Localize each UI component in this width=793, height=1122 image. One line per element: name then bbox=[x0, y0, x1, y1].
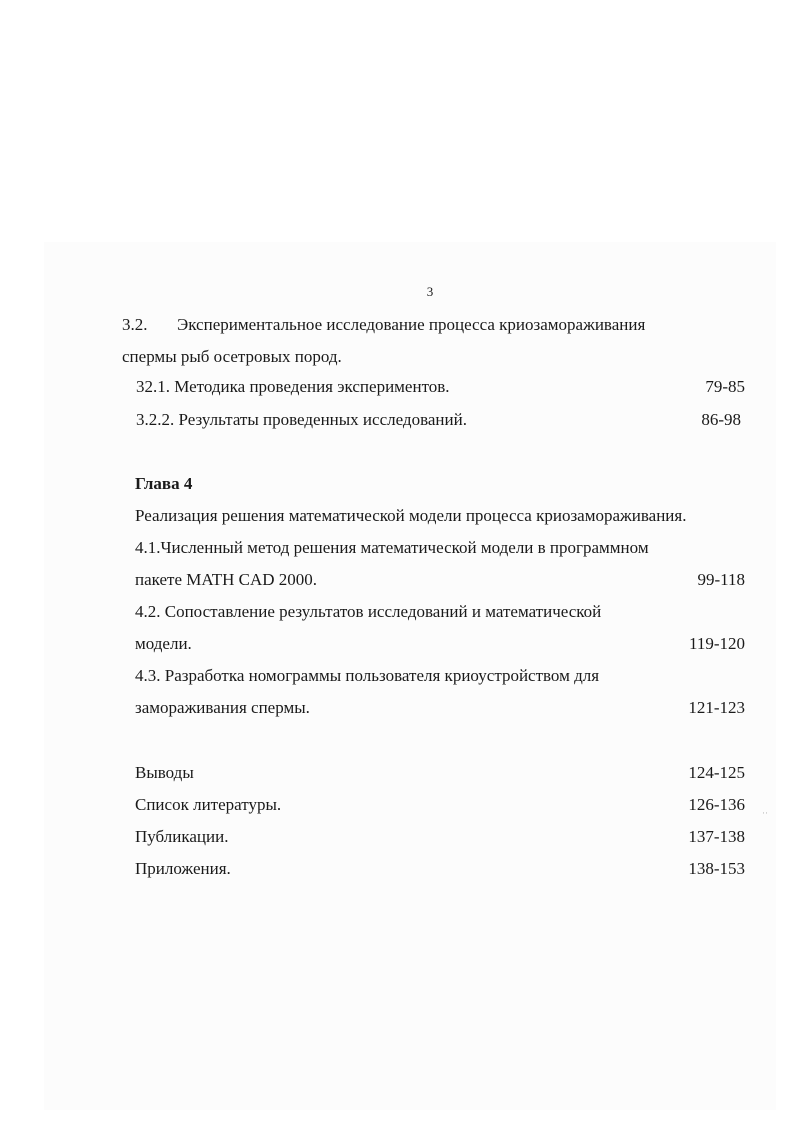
chapter-4-heading: Глава 4 bbox=[135, 474, 193, 493]
toc-section-4-3-line2: замораживания спермы. bbox=[135, 698, 310, 717]
toc-references-pages: 126-136 bbox=[688, 795, 745, 814]
toc-publications-label: Публикации. bbox=[135, 827, 229, 846]
toc-section-3-2-title-line2: спермы рыб осетровых пород. bbox=[122, 347, 342, 366]
toc-appendices-pages: 138-153 bbox=[688, 859, 745, 878]
toc-section-4-1-pages: 99-118 bbox=[697, 570, 745, 589]
toc-section-4-2-line2: модели. bbox=[135, 634, 192, 653]
toc-section-3-2-title-line1: Экспериментальное исследование процесса криозамораживания bbox=[177, 315, 646, 334]
chapter-4-title: Реализация решения математической модели процесса криозамораживания. bbox=[135, 506, 687, 525]
toc-appendices-label: Приложения. bbox=[135, 859, 231, 878]
page-number: 3 bbox=[426, 284, 434, 299]
toc-conclusions-pages: 124-125 bbox=[688, 763, 745, 782]
toc-section-4-2-line1: 4.2. Сопоставление результатов исследований и математической bbox=[135, 602, 602, 621]
toc-section-4-1-line1: 4.1.Численный метод решения математической модели в программном bbox=[135, 538, 649, 557]
toc-section-3-2-2-pages: 86-98 bbox=[701, 410, 741, 429]
toc-section-4-1-line2: пакете MATH CAD 2000. bbox=[135, 570, 318, 589]
toc-section-3-2-number: 3.2. bbox=[122, 315, 148, 334]
toc-publications-pages: 137-138 bbox=[688, 827, 745, 846]
toc-section-4-3-line1: 4.3. Разработка номограммы пользователя криоустройством для bbox=[135, 666, 600, 685]
scan-speck: ·· bbox=[762, 808, 768, 818]
toc-section-3-2-1-label: 32.1. Методика проведения экспериментов. bbox=[136, 377, 450, 396]
toc-section-4-3-pages: 121-123 bbox=[688, 698, 745, 717]
toc-conclusions-label: Выводы bbox=[135, 763, 194, 782]
toc-references-label: Список литературы. bbox=[135, 795, 282, 814]
toc-section-4-2-pages: 119-120 bbox=[688, 634, 745, 653]
toc-section-3-2-1-pages: 79-85 bbox=[705, 377, 745, 396]
toc-section-3-2-2-label: 3.2.2. Результаты проведенных исследований. bbox=[136, 410, 467, 429]
